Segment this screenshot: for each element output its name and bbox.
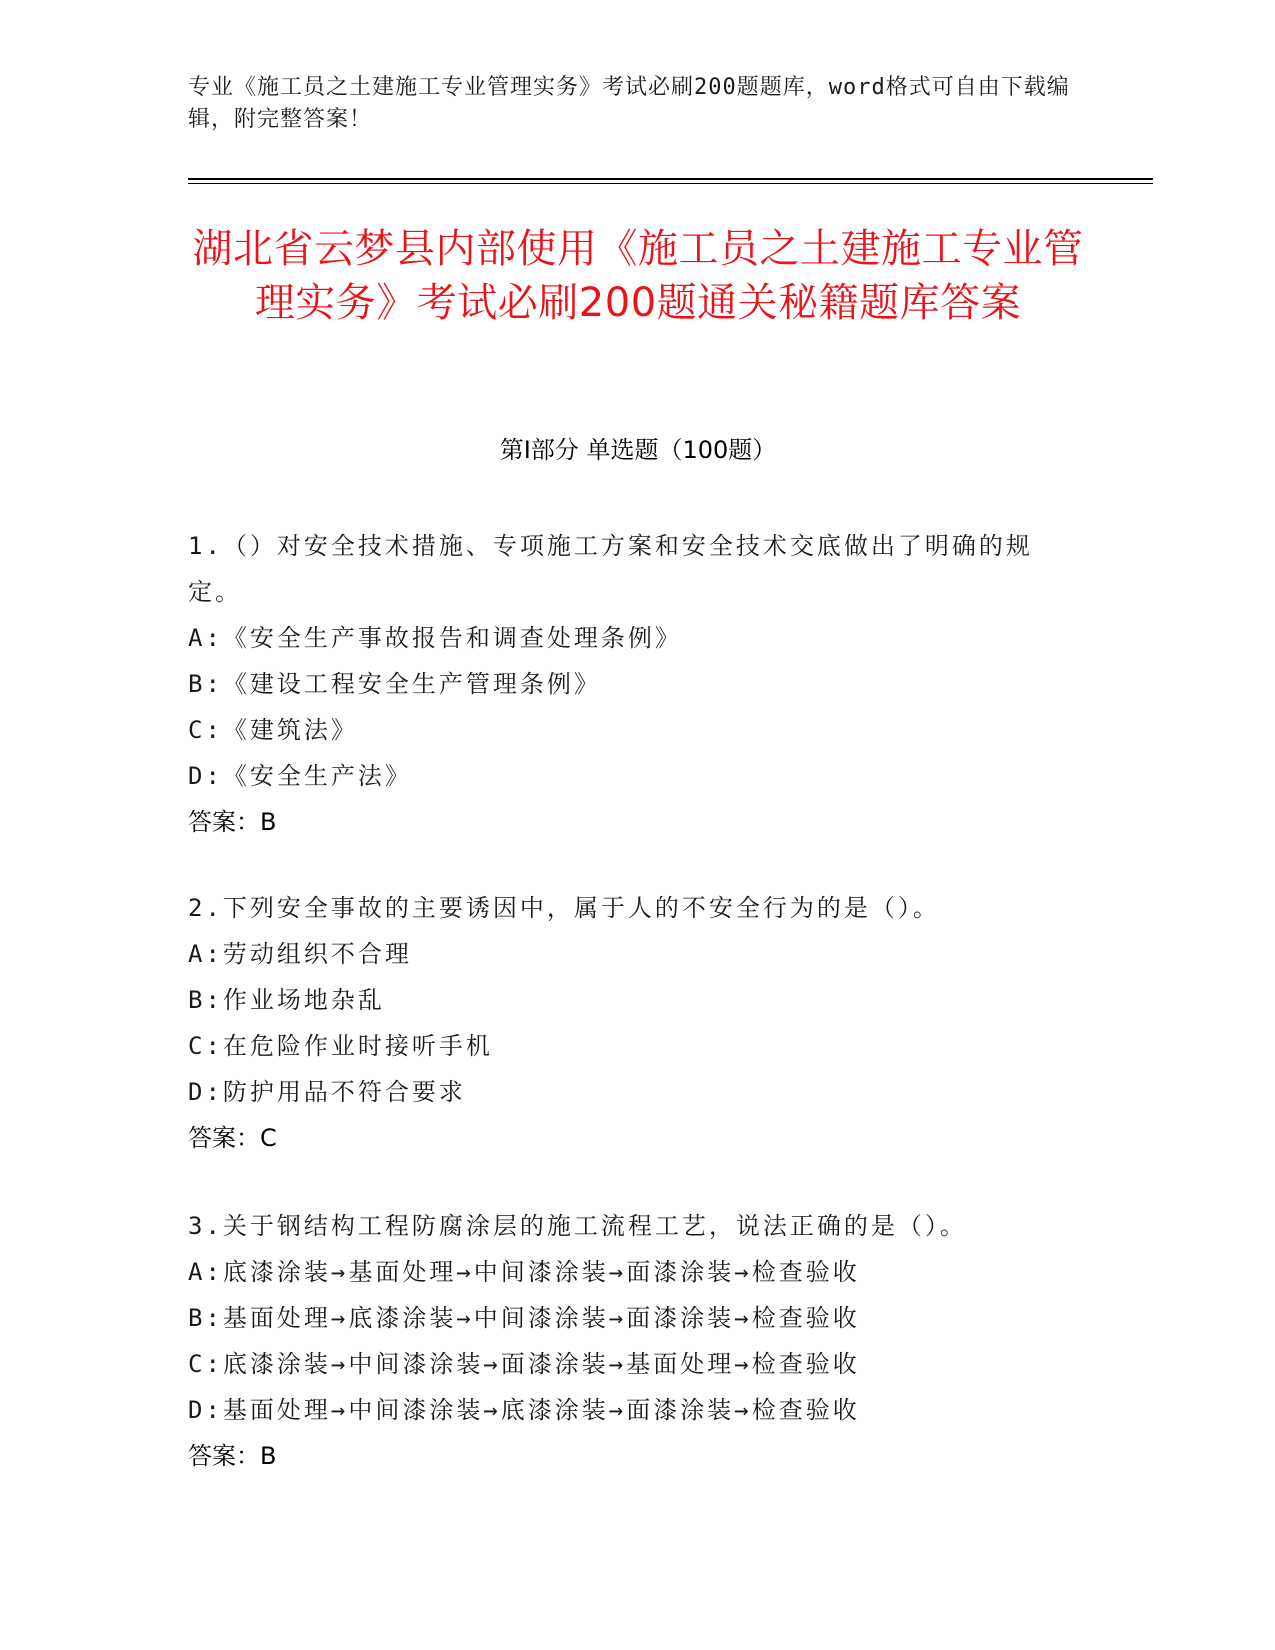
option-letter: C: [188, 1032, 223, 1060]
option-c [188, 1341, 1068, 1387]
option-letter: A: [188, 940, 223, 968]
answer-line: 答案：C [188, 1124, 277, 1152]
option-text: 底漆涂装→中间漆涂装→面漆涂装→基面处理→检查验收 [222, 1350, 860, 1378]
option-letter: D: [188, 762, 223, 790]
question-stem: 1.（）对安全技术措施、专项施工方案和安全技术交底做出了明确的规定。 [188, 532, 1033, 606]
question-3 [188, 1203, 1068, 1479]
option-letter: D: [188, 1396, 223, 1424]
option-a [188, 615, 1068, 661]
option-letter: A: [188, 1258, 223, 1286]
option-a [188, 931, 1068, 977]
option-text: 劳动组织不合理 [222, 940, 412, 968]
option-letter: B: [188, 670, 223, 698]
answer-line: 答案：B [188, 808, 277, 836]
option-letter: D: [188, 1078, 223, 1106]
option-text: 《建筑法》 [222, 716, 358, 744]
option-text: 《建设工程安全生产管理条例》 [222, 670, 601, 698]
option-letter: B: [188, 1304, 223, 1332]
header-rule-thick [188, 178, 1153, 180]
option-c [188, 1023, 1068, 1069]
option-text: 作业场地杂乱 [222, 986, 385, 1014]
option-b [188, 1295, 1068, 1341]
header-note: 专业《施工员之土建施工专业管理实务》考试必刷200题题库，word格式可自由下载编辑，附完整答案！ [188, 75, 1070, 132]
question-1 [188, 523, 1068, 845]
option-text: 在危险作业时接听手机 [222, 1032, 493, 1060]
answer-line: 答案：B [188, 1442, 277, 1470]
option-c [188, 707, 1068, 753]
option-b [188, 661, 1068, 707]
option-d [188, 753, 1068, 799]
option-letter: C: [188, 716, 223, 744]
option-a [188, 1249, 1068, 1295]
option-letter: C: [188, 1350, 223, 1378]
option-text: 《安全生产法》 [222, 762, 412, 790]
option-d [188, 1069, 1068, 1115]
option-text: 底漆涂装→基面处理→中间漆涂装→面漆涂装→检查验收 [222, 1258, 860, 1286]
option-b [188, 977, 1068, 1023]
option-text: 基面处理→中间漆涂装→底漆涂装→面漆涂装→检查验收 [222, 1396, 860, 1424]
option-text: 防护用品不符合要求 [222, 1078, 466, 1106]
option-text: 《安全生产事故报告和调查处理条例》 [222, 624, 682, 652]
option-d [188, 1387, 1068, 1433]
option-letter: A: [188, 624, 223, 652]
header-rule-thin [188, 183, 1153, 184]
document-title: 湖北省云梦县内部使用《施工员之土建施工专业管理实务》考试必刷200题通关秘籍题库答案 [192, 226, 1084, 326]
section-heading: 第Ⅰ部分 单选题（100题） [499, 436, 777, 464]
question-stem: 2.下列安全事故的主要诱因中，属于人的不安全行为的是（）。 [188, 894, 940, 922]
option-letter: B: [188, 986, 223, 1014]
question-stem: 3.关于钢结构工程防腐涂层的施工流程工艺，说法正确的是（）。 [188, 1212, 967, 1240]
option-text: 基面处理→底漆涂装→中间漆涂装→面漆涂装→检查验收 [222, 1304, 860, 1332]
question-2 [188, 885, 1068, 1161]
